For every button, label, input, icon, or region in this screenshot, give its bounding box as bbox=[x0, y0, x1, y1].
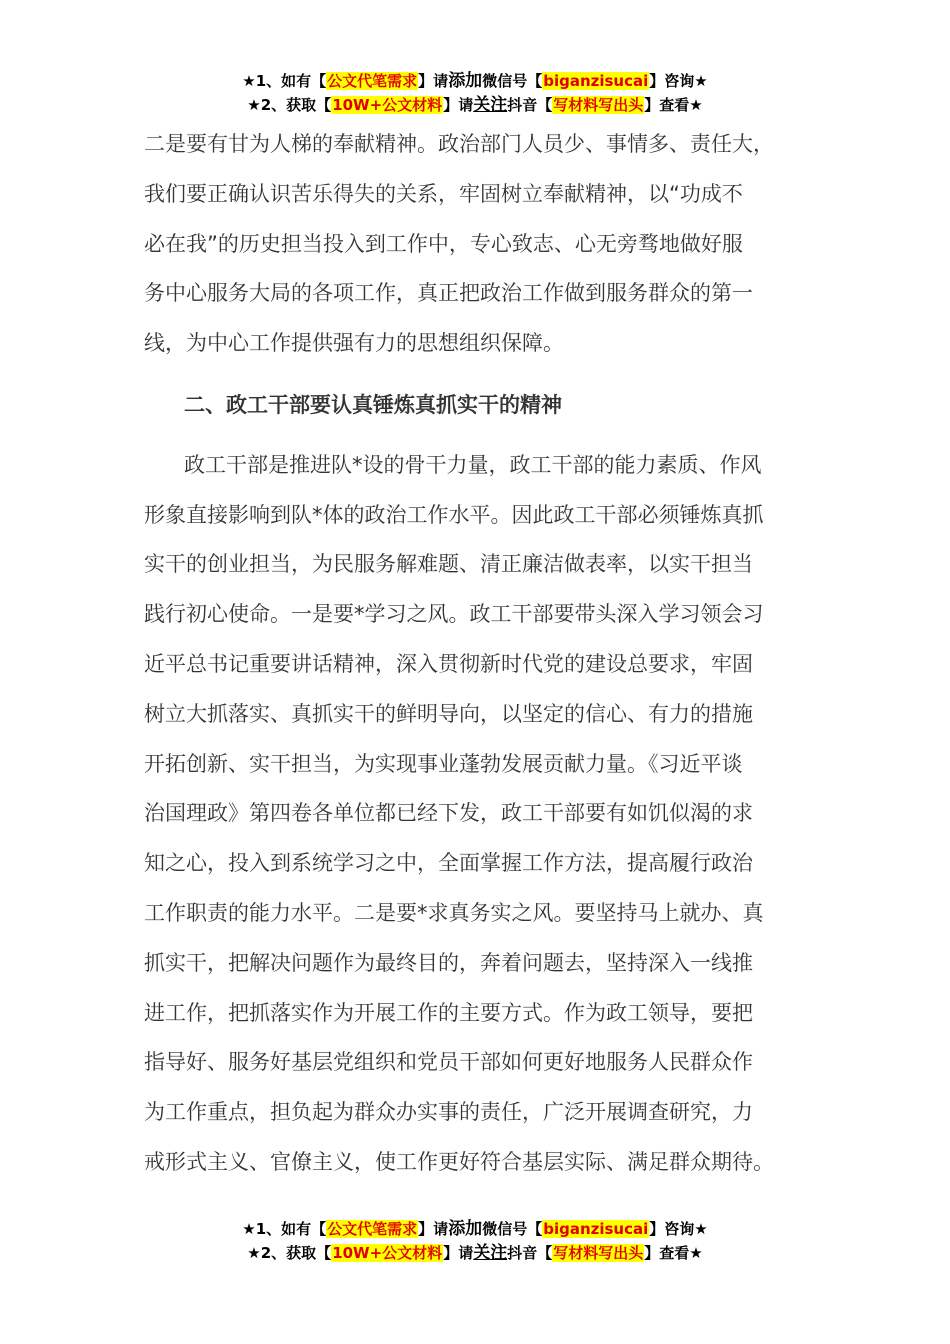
paragraph-line: 开拓创新、实干担当，为实现事业蓬勃发展贡献力量。《习近平谈 bbox=[144, 751, 743, 776]
banner-emphasis: 关注 bbox=[473, 95, 508, 115]
banner-text: ★2、获取【 bbox=[247, 96, 332, 114]
document-body bbox=[144, 120, 844, 1188]
footer-banner bbox=[0, 1217, 950, 1265]
banner-line-2 bbox=[0, 93, 950, 117]
banner-text: 】请 bbox=[418, 1220, 449, 1238]
paragraph-line: 指导好、服务好基层党组织和党员干部如何更好地服务人民群众作 bbox=[144, 1050, 753, 1075]
paragraph-line: 抓实干，把解决问题作为最终目的，奔着问题去，坚持深入一线推 bbox=[144, 950, 753, 975]
banner-line-2 bbox=[0, 1241, 950, 1265]
paragraph-2 bbox=[144, 441, 844, 1188]
banner-text: 】请 bbox=[443, 96, 474, 114]
banner-emphasis: 添加 bbox=[448, 71, 483, 91]
banner-text: ★1、如有【 bbox=[242, 72, 327, 90]
banner-text: 】咨询★ bbox=[649, 72, 708, 90]
paragraph-line: 线，为中心工作提供强有力的思想组织保障。 bbox=[144, 331, 564, 356]
banner-text: ★1、如有【 bbox=[242, 1220, 327, 1238]
paragraph-1 bbox=[144, 120, 844, 369]
banner-line-1 bbox=[0, 69, 950, 93]
paragraph-line: 戒形式主义、官僚主义，使工作更好符合基层实际、满足群众期待。 bbox=[144, 1149, 774, 1174]
paragraph-line: 形象直接影响到队*体的政治工作水平。因此政工干部必须锤炼真抓 bbox=[144, 502, 764, 527]
paragraph-line: 进工作，把抓落实作为开展工作的主要方式。作为政工领导，要把 bbox=[144, 1000, 753, 1025]
paragraph-line: 为工作重点，担负起为群众办实事的责任，广泛开展调查研究，力 bbox=[144, 1100, 753, 1125]
wechat-id-highlight: biganzisucai bbox=[543, 72, 649, 90]
douyin-id-highlight: 写材料写出头 bbox=[553, 1244, 644, 1262]
paragraph-line: 治国理政》第四卷各单位都已经下发，政工干部要有如饥似渴的求 bbox=[144, 801, 753, 826]
paragraph-line: 工作职责的能力水平。二是要*求真务实之风。要坚持马上就办、真 bbox=[144, 900, 764, 925]
banner-text: 】请 bbox=[443, 1244, 474, 1262]
paragraph-line: 二是要有甘为人梯的奉献精神。政治部门人员少、事情多、责任大， bbox=[144, 132, 774, 156]
banner-text: 抖音【 bbox=[507, 1244, 553, 1262]
banner-text: 】查看★ bbox=[644, 1244, 703, 1262]
paragraph-line: 必在我”的历史担当投入到工作中，专心致志、心无旁骛地做好服 bbox=[144, 231, 743, 256]
paragraph-line: 树立大抓落实、真抓实干的鲜明导向，以坚定的信心、有力的措施 bbox=[144, 701, 753, 726]
douyin-id-highlight: 写材料写出头 bbox=[553, 96, 644, 114]
paragraph-line: 近平总书记重要讲话精神，深入贯彻新时代党的建设总要求，牢固 bbox=[144, 651, 753, 676]
banner-text: 】查看★ bbox=[644, 96, 703, 114]
paragraph-line: 务中心服务大局的各项工作，真正把政治工作做到服务群众的第一 bbox=[144, 281, 753, 306]
section-heading: 二、政工干部要认真锤炼真抓实干的精神 bbox=[184, 392, 562, 417]
paragraph-line: 政工干部是推进队*设的骨干力量，政工干部的能力素质、作风 bbox=[184, 452, 762, 477]
banner-emphasis: 关注 bbox=[473, 1243, 508, 1263]
banner-text: 抖音【 bbox=[507, 96, 553, 114]
banner-highlight: 公文代笔需求 bbox=[327, 72, 418, 90]
banner-highlight: 10W+公文材料 bbox=[332, 1244, 443, 1262]
banner-line-1 bbox=[0, 1217, 950, 1241]
banner-emphasis: 添加 bbox=[448, 1219, 483, 1239]
header-banner bbox=[0, 69, 950, 117]
paragraph-line: 践行初心使命。一是要*学习之风。政工干部要带头深入学习领会习 bbox=[144, 602, 764, 627]
banner-text: 】请 bbox=[418, 72, 449, 90]
paragraph-line: 知之心，投入到系统学习之中，全面掌握工作方法，提高履行政治 bbox=[144, 851, 753, 876]
banner-highlight: 10W+公文材料 bbox=[332, 96, 443, 114]
banner-highlight: 公文代笔需求 bbox=[327, 1220, 418, 1238]
paragraph-line: 实干的创业担当，为民服务解难题、清正廉洁做表率，以实干担当 bbox=[144, 552, 753, 577]
banner-text: 微信号【 bbox=[482, 1220, 543, 1238]
banner-text: ★2、获取【 bbox=[247, 1244, 332, 1262]
banner-text: 微信号【 bbox=[482, 72, 543, 90]
paragraph-line: 我们要正确认识苦乐得失的关系，牢固树立奉献精神，以“功成不 bbox=[144, 181, 743, 206]
banner-text: 】咨询★ bbox=[649, 1220, 708, 1238]
wechat-id-highlight: biganzisucai bbox=[543, 1220, 649, 1238]
